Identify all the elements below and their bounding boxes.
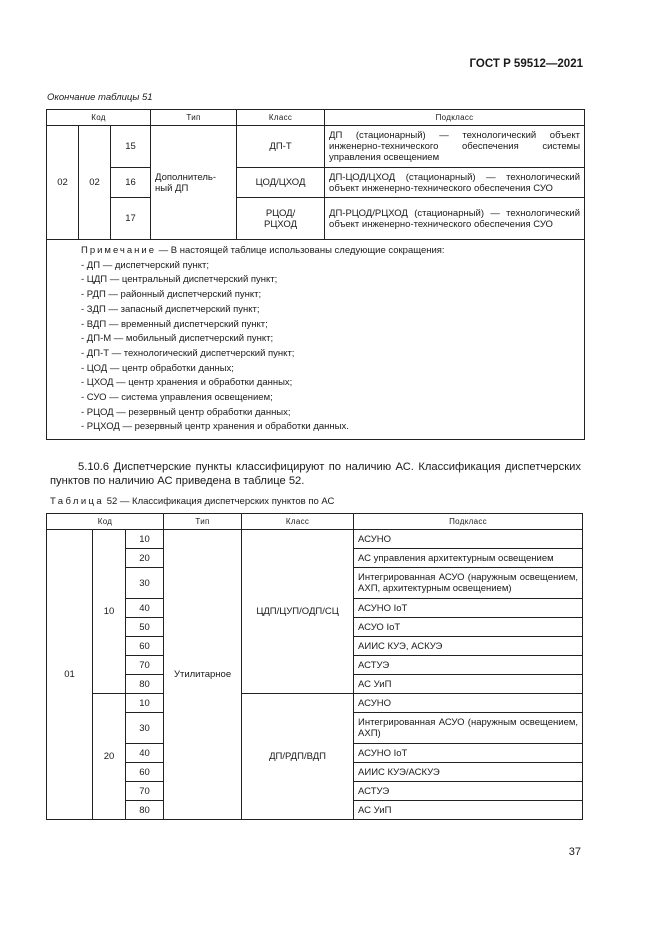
code-level3: 70 [126,656,164,675]
caption-text: 52 — Классификация диспетчерских пунктов по АС [104,496,335,507]
header-code: Код [47,514,164,530]
table-row [47,694,583,713]
subclass-cell: АС управления архитектурным освещением [354,549,583,568]
header-class: Класс [237,110,325,126]
code-level3: 80 [126,675,164,694]
table-note [47,240,585,440]
header-class: Класс [242,514,354,530]
code-level3: 10 [126,530,164,549]
note-item: - ДП-М — мобильный диспетчерский пункт; [81,333,274,345]
code-level1: 02 [47,126,79,240]
subclass-cell: АСТУЭ [354,656,583,675]
code-level3: 80 [126,801,164,820]
subclass-cell: АС УиП [354,801,583,820]
table-header-row [47,514,583,530]
subclass-cell: АИИС КУЭ, АСКУЭ [354,637,583,656]
subclass-cell: ДП (стационарный) — технологический объект инженерно-технического обеспечения системы управления освещением [325,126,585,168]
table-row [47,126,585,168]
subclass-cell: АС УиП [354,675,583,694]
subclass-cell: АСУО IoT [354,618,583,637]
code-level3: 16 [111,168,151,198]
class-cell: ДП-Т [237,126,325,168]
note-item: - ЦОД — центр обработки данных; [81,362,234,374]
subclass-cell: АСУНО [354,530,583,549]
code-level3: 70 [126,782,164,801]
subclass-cell: АСУНО IoT [354,599,583,618]
type-cell: Дополнитель-ный ДП [151,126,237,240]
type-cell: Утилитарное [164,530,242,820]
note-item: - СУО — система управления освещением; [81,392,273,404]
code-level2: 02 [79,126,111,240]
note-item: - ВДП — временный диспетчерский пункт; [81,318,268,330]
table-header-row [47,110,585,126]
code-level3: 50 [126,618,164,637]
code-level3: 30 [126,713,164,744]
code-level3: 15 [111,126,151,168]
note-item: - ЦХОД — центр хранения и обработки данных; [81,377,293,389]
note-intro: — В настоящей таблице использованы следующие сокращения: [156,245,445,256]
note-item: - ДП-Т — технологический диспетчерский пункт; [81,347,295,359]
table-51 [46,109,585,440]
code-level3: 40 [126,744,164,763]
subclass-cell: ДП-РЦОД/РЦХОД (стационарный) — технологический объект инженерно-технического обеспечения СУО [325,198,585,240]
document-header: ГОСТ Р 59512—2021 [469,58,583,70]
header-code: Код [47,110,151,126]
header-subclass: Подкласс [354,514,583,530]
subclass-cell: АСУНО IoT [354,744,583,763]
table-continuation-label: Окончание таблицы 51 [47,92,153,103]
code-level3: 40 [126,599,164,618]
table-row [47,530,583,549]
header-subclass: Подкласс [325,110,585,126]
subclass-cell: Интегрированная АСУО (наружным освещением, АХП, архитектурным освещением) [354,568,583,599]
class-cell: ЦДП/ЦУП/ОДП/СЦ [242,530,354,694]
subclass-cell: Интегрированная АСУО (наружным освещением, АХП) [354,713,583,744]
page-number: 37 [568,846,581,858]
code-level1: 01 [47,530,93,820]
table-row [47,198,585,240]
note-item: - ЗДП — запасный диспетчерский пункт; [81,303,260,315]
subclass-cell: ДП-ЦОД/ЦХОД (стационарный) — технологический объект инженерно-технического обеспечения СУО [325,168,585,198]
class-cell: ДП/РДП/ВДП [242,694,354,820]
code-level3: 10 [126,694,164,713]
note-item: - РЦХОД — резервный центр хранения и обработки данных. [81,421,349,433]
code-level2: 10 [93,530,126,694]
note-row [47,240,585,440]
note-label: Примечание [81,245,156,256]
code-level3: 17 [111,198,151,240]
code-level3: 60 [126,637,164,656]
table-caption [50,496,334,507]
code-level3: 20 [126,549,164,568]
note-item: - РДП — районный диспетчерский пункт; [81,289,262,301]
caption-label: Таблица [50,496,105,507]
header-type: Тип [151,110,237,126]
code-level3: 30 [126,568,164,599]
note-item: - ЦДП — центральный диспетчерский пункт; [81,274,278,286]
note-item: - РЦОД — резервный центр обработки данных; [81,406,291,418]
code-level3: 60 [126,763,164,782]
class-cell: РЦОД/ РЦХОД [237,198,325,240]
subclass-cell: АИИС КУЭ/АСКУЭ [354,763,583,782]
subclass-cell: АСТУЭ [354,782,583,801]
note-title [81,244,578,259]
table-row [47,168,585,198]
note-item: - ДП — диспетчерский пункт; [81,259,209,271]
header-type: Тип [164,514,242,530]
subclass-cell: АСУНО [354,694,583,713]
body-paragraph: 5.10.6 Диспетчерские пункты классифицируют по наличию АС. Классификация диспетчерских пунктов по наличию АС приведена в таблице 52. [50,461,581,487]
table-52 [46,513,583,820]
code-level2: 20 [93,694,126,820]
class-cell: ЦОД/ЦХОД [237,168,325,198]
